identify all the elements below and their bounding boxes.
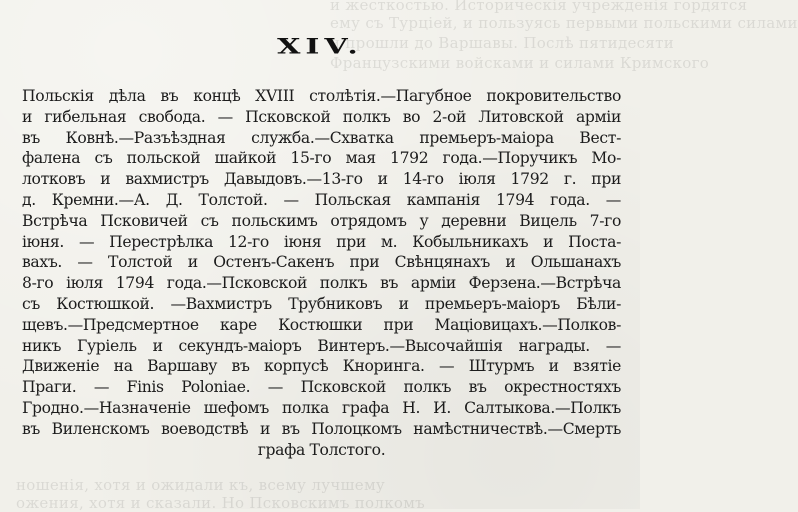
summary-line: съ Костюшкой. —Вахмистръ Трубниковъ и премьеръ-маіоръ Бѣли-: [22, 294, 621, 313]
summary-line: фалена съ польской шайкой 15-го мая 1792 года.—Поручикъ Мо-: [22, 149, 621, 168]
summary-line: графа Толстого.: [257, 440, 386, 459]
summary-line: въ Ковнѣ.—Разъѣздная служба.—Схватка премьеръ-маіора Вест-: [22, 128, 621, 147]
summary-line: никъ Гуріель и секундъ-маіоръ Винтеръ.—Высочайшія награды. —: [22, 336, 621, 355]
bleed-through-text: Французскими войсками и силами Кримского: [330, 54, 710, 72]
bleed-through-text: ожения, хотя и сказали. Но Псковскимъ полкомъ: [16, 494, 426, 512]
summary-line: Польскія дѣла въ концѣ XVIII столѣтія.—Пагубное покровительство: [22, 87, 621, 105]
summary-line: Движеніе на Варшаву въ корпусѣ Кноринга. — Штурмъ и взятіе: [22, 357, 621, 376]
chapter-summary: [22, 86, 621, 460]
bleed-through-text: и прошли до Варшавы. Послѣ пятидесяти: [330, 34, 675, 52]
summary-line: 8-го іюля 1794 года.—Псковской полкъ въ арміи Ферзена.—Встрѣча: [22, 274, 621, 293]
summary-line: лотковъ и вахмистръ Давыдовъ.—13-го и 14-го іюля 1792 г. при: [22, 170, 621, 189]
bleed-through-text: и жесткостью. Историческія учрежденія гордятся: [330, 0, 748, 14]
summary-line: щевъ.—Предсмертное каре Костюшки при Маціовицахъ.—Полков-: [22, 315, 621, 334]
summary-line: въ Виленскомъ воеводствѣ и въ Полоцкомъ намѣстничествѣ.—Смерть: [22, 419, 621, 438]
chapter-heading: XIV.: [277, 33, 363, 60]
summary-line: Встрѣча Псковичей съ польскимъ отрядомъ у деревни Вицель 7-го: [22, 211, 621, 230]
summary-line: Праги. — Finis Poloniae. — Псковской полкъ въ окрестностяхъ: [22, 378, 621, 397]
summary-line: и гибельная свобода. — Псковской полкъ во 2-ой Литовской арміи: [22, 107, 621, 126]
summary-line: д. Кремни.—А. Д. Толстой. — Польская кампанія 1794 года. —: [22, 190, 621, 209]
summary-line: Гродно.—Назначеніе шефомъ полка графа Н. И. Салтыкова.—Полкъ: [22, 398, 621, 417]
bleed-through-text: ему съ Турціей, и пользуясь первыми польскими силами: [330, 14, 798, 32]
summary-line: вахъ. — Толстой и Остенъ-Сакенъ при Свѣнцянахъ и Ольшанахъ: [22, 253, 621, 272]
bleed-through-text: ношенія, хотя и ожидали къ, всему лучшему: [16, 476, 386, 494]
summary-line: іюня. — Перестрѣлка 12-го іюня при м. Кобыльникахъ и Поста-: [22, 232, 621, 251]
